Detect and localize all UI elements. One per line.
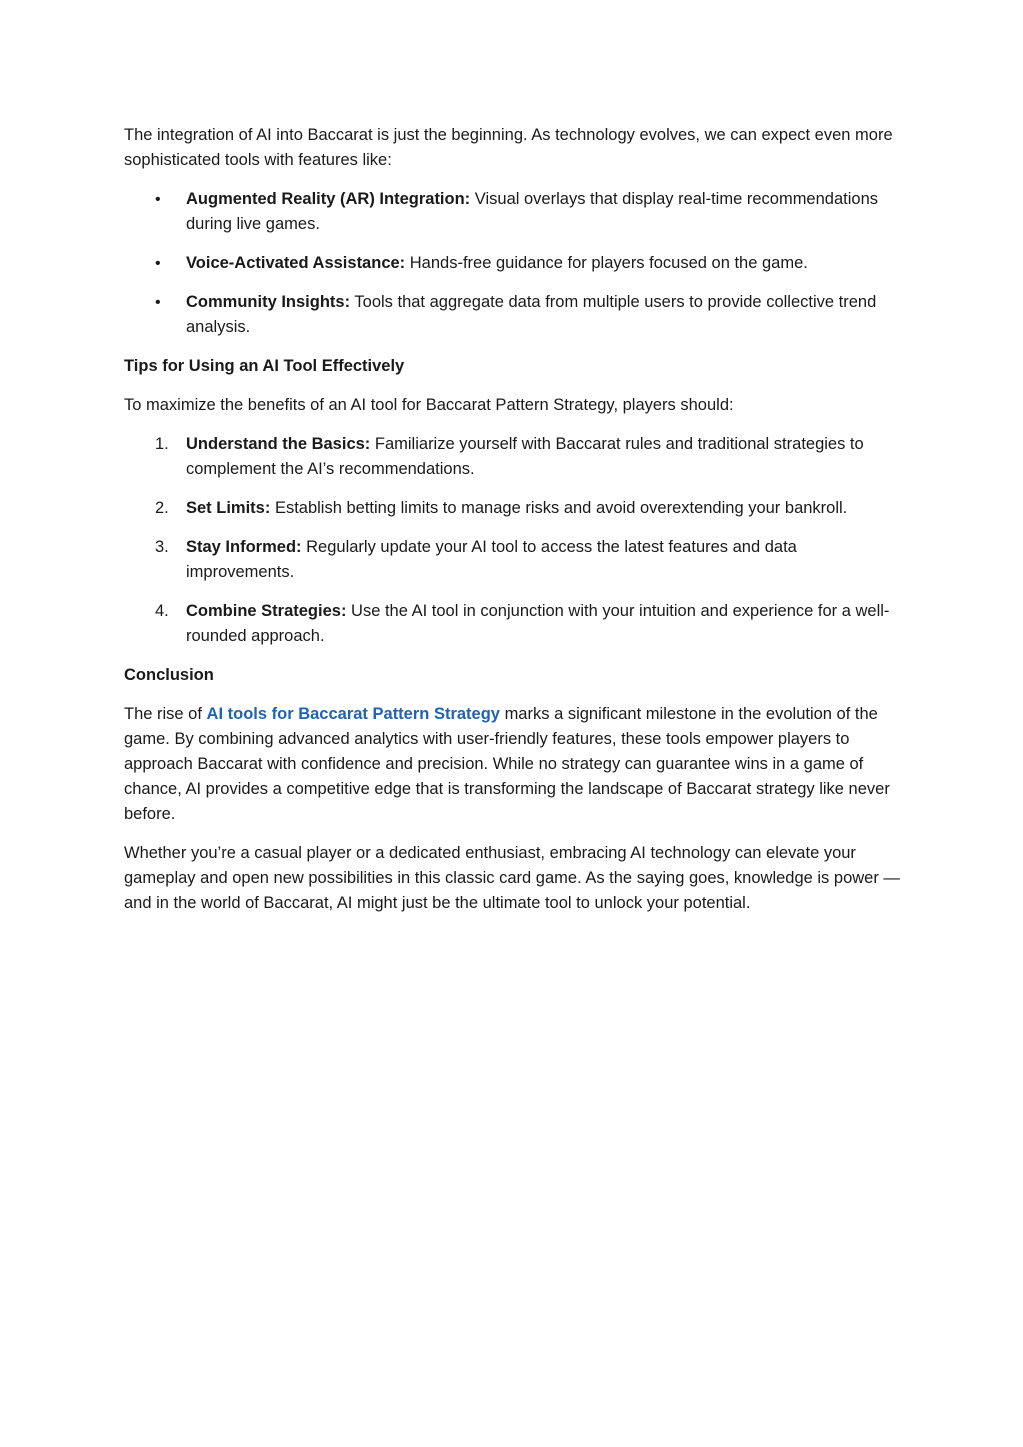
conclusion-heading: Conclusion	[124, 666, 214, 684]
list-item-desc: Use the AI tool in conjunction with your intuition and experience for a well-rounded approach.	[186, 602, 890, 645]
bullet-icon: •	[155, 294, 161, 311]
list-item-term: Stay Informed:	[186, 538, 302, 556]
list-item-term: Combine Strategies:	[186, 602, 347, 620]
list-item-desc: Tools that aggregate data from multiple users to provide collective trend analysis.	[186, 293, 877, 336]
list-item-term: Set Limits:	[186, 499, 271, 517]
bullet-icon: •	[155, 255, 161, 272]
intro-paragraph: The integration of AI into Baccarat is just the beginning. As technology evolves, we can expect even more sophisticated tools with features like:	[124, 126, 893, 169]
conclusion-text-after: marks a significant milestone in the evolution of the game. By combining advanced analytics with user-friendly features, these tools empower players to approach Baccarat with confidence and precision. While no strategy can guarantee wins in a game of chance, AI provides a competitive edge that is transforming the landscape of Baccarat strategy like never before.	[124, 705, 890, 823]
list-item	[124, 251, 904, 276]
list-item-number: 3.	[155, 538, 169, 556]
conclusion-paragraph-1	[124, 702, 904, 827]
list-item-desc: Regularly update your AI tool to access the latest features and data improvements.	[186, 538, 797, 581]
list-item-desc: Visual overlays that display real-time recommendations during live games.	[186, 190, 878, 233]
list-item-term: Voice-Activated Assistance:	[186, 254, 406, 272]
list-item	[124, 290, 904, 340]
document-page	[124, 123, 904, 930]
conclusion-paragraph-2: Whether you’re a casual player or a dedicated enthusiast, embracing AI technology can elevate your gameplay and open new possibilities in this classic card game. As the saying goes, knowledge is power — and in the world of Baccarat, AI might just be the ultimate tool to unlock your potential.	[124, 844, 900, 912]
list-item-number: 1.	[155, 435, 169, 453]
tips-list	[124, 432, 904, 649]
list-item	[124, 187, 904, 237]
list-item	[124, 535, 904, 585]
conclusion-text-before: The rise of	[124, 705, 202, 723]
list-item-number: 4.	[155, 602, 169, 620]
bullet-icon: •	[155, 191, 161, 208]
list-item-number: 2.	[155, 499, 169, 517]
baccarat-strategy-link[interactable]: AI tools for Baccarat Pattern Strategy	[206, 705, 500, 723]
list-item-term: Augmented Reality (AR) Integration:	[186, 190, 471, 208]
list-item	[124, 432, 904, 482]
tips-intro-paragraph: To maximize the benefits of an AI tool for Baccarat Pattern Strategy, players should:	[124, 396, 734, 414]
features-list	[124, 187, 904, 340]
list-item-term: Understand the Basics:	[186, 435, 371, 453]
list-item	[124, 599, 904, 649]
list-item-desc: Establish betting limits to manage risks and avoid overextending your bankroll.	[274, 499, 848, 517]
list-item-term: Community Insights:	[186, 293, 351, 311]
list-item	[124, 496, 904, 521]
list-item-desc: Familiarize yourself with Baccarat rules and traditional strategies to complement the AI’s recommendations.	[186, 435, 864, 478]
list-item-desc: Hands-free guidance for players focused on the game.	[409, 254, 808, 272]
tips-heading: Tips for Using an AI Tool Effectively	[124, 357, 405, 375]
